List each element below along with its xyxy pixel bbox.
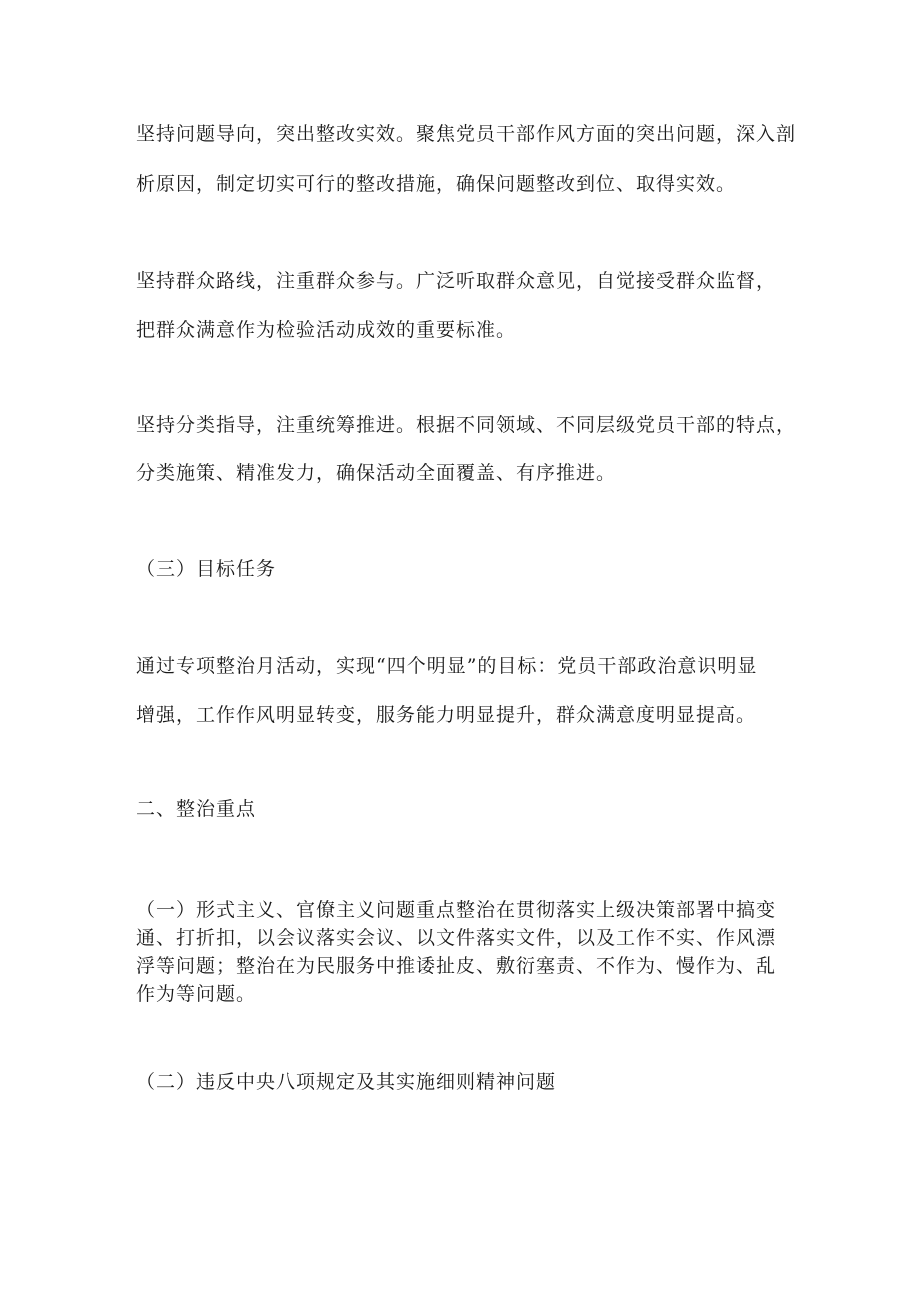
paragraph-line: 作为等问题。 xyxy=(136,983,257,1005)
paragraph-line: 通过专项整治月活动，实现“四个明显”的目标：党员干部政治意识明显 xyxy=(136,655,758,677)
paragraph-line: 浮等问题；整治在为民服务中推诿扯皮、敷衍塞责、不作为、慢作为、乱 xyxy=(136,955,777,977)
paragraph-line: 增强，工作作风明显转变，服务能力明显提升，群众满意度明显提高。 xyxy=(136,704,757,726)
paragraph-line: 通、打折扣，以会议落实会议、以文件落实文件，以及工作不实、作风漂 xyxy=(136,927,777,949)
paragraph-line: 坚持群众路线，注重群众参与。广泛听取群众意见，自觉接受群众监督， xyxy=(136,270,777,292)
section-heading: （三）目标任务 xyxy=(136,558,277,580)
paragraph-line: 坚持分类指导，注重统筹推进。根据不同领域、不同层级党员干部的特点， xyxy=(136,414,797,436)
section-heading: 二、整治重点 xyxy=(136,798,257,820)
paragraph-line: 分类施策、精准发力，确保活动全面覆盖、有序推进。 xyxy=(136,462,617,484)
paragraph-line: 把群众满意作为检验活动成效的重要标准。 xyxy=(136,319,517,341)
paragraph-line: 坚持问题导向，突出整改实效。聚焦党员干部作风方面的突出问题，深入剖 xyxy=(136,123,797,145)
section-heading: （二）违反中央八项规定及其实施细则精神问题 xyxy=(136,1071,557,1093)
paragraph-line: （一）形式主义、官僚主义问题重点整治在贯彻落实上级决策部署中搞变 xyxy=(136,899,777,921)
paragraph-line: 析原因，制定切实可行的整改措施，确保问题整改到位、取得实效。 xyxy=(136,173,737,195)
